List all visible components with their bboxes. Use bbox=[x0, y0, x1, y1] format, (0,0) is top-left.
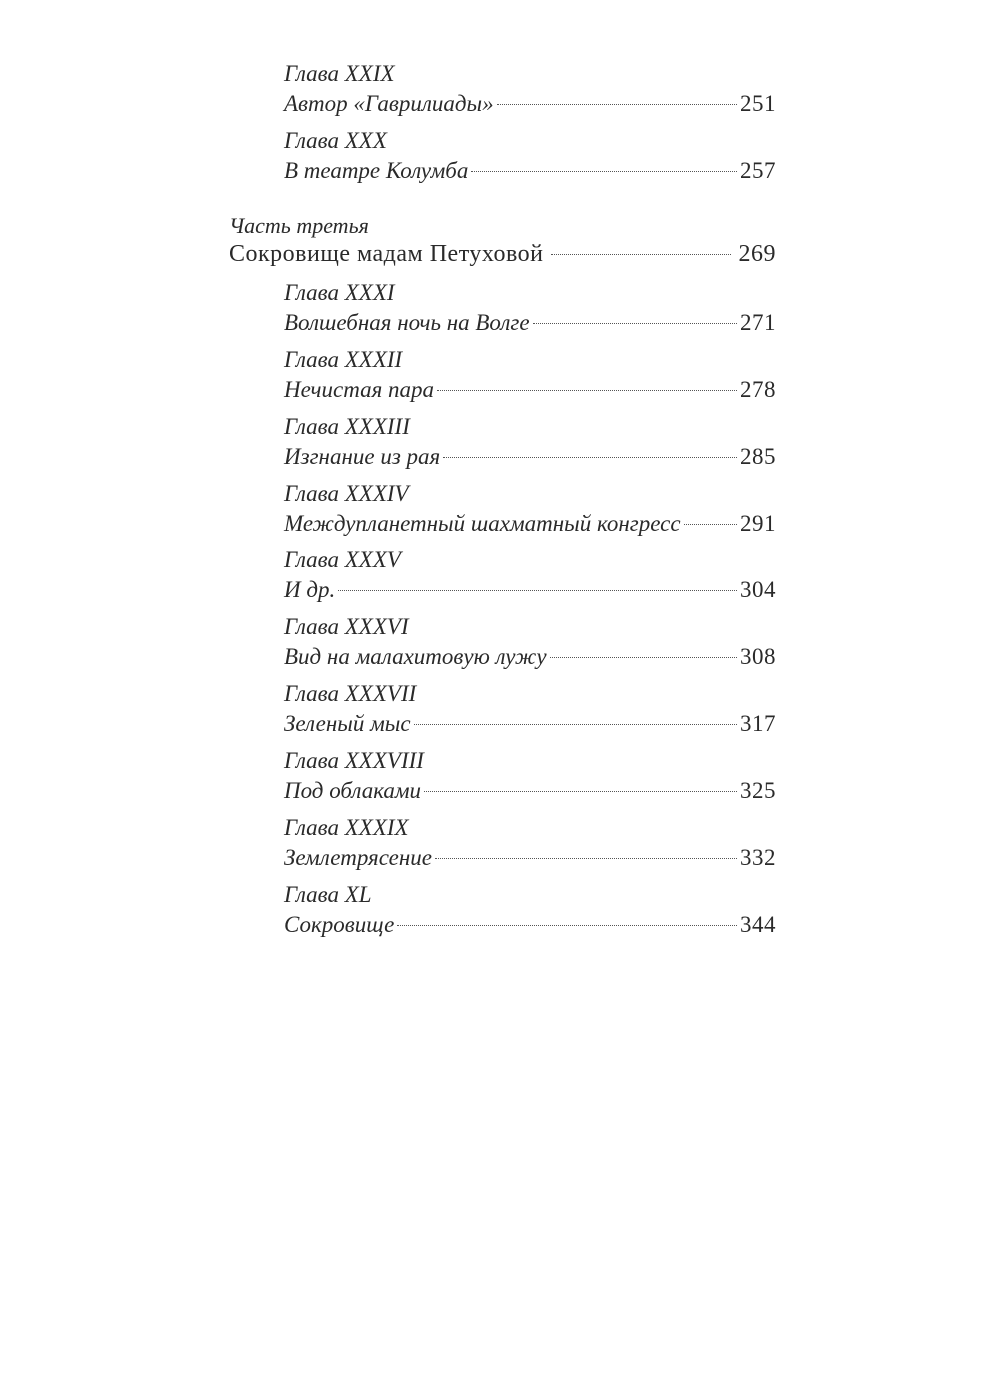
chapter-title: В театре Колумба bbox=[284, 158, 469, 183]
chapter-number: Глава XXXIV bbox=[284, 481, 409, 506]
dot-leader bbox=[497, 103, 737, 105]
chapter-number: Глава XXXIX bbox=[284, 815, 409, 840]
chapter-title-row bbox=[284, 575, 776, 605]
chapter-title: Землетрясение bbox=[284, 845, 432, 870]
dot-leader bbox=[551, 253, 730, 255]
chapter-title-row bbox=[284, 308, 776, 338]
dot-leader bbox=[443, 456, 737, 458]
chapter-title: Под облаками bbox=[284, 778, 422, 803]
dot-leader bbox=[435, 857, 737, 859]
page-number: 344 bbox=[740, 912, 776, 937]
chapter-title: Волшебная ночь на Волге bbox=[284, 310, 530, 335]
chapter-number: Глава XXXVI bbox=[284, 614, 409, 639]
page-number: 285 bbox=[740, 444, 776, 469]
page-number: 325 bbox=[740, 778, 776, 803]
page-number: 332 bbox=[740, 845, 776, 870]
chapter-number: Глава XXXII bbox=[284, 347, 403, 372]
chapter-title-row bbox=[284, 156, 776, 186]
chapter-title: И др. bbox=[284, 577, 336, 602]
chapter-number: Глава XXXVII bbox=[284, 681, 417, 706]
dot-leader bbox=[338, 589, 737, 591]
chapter-title: Сокровище bbox=[284, 912, 395, 937]
page-number: 251 bbox=[740, 91, 776, 116]
chapter-title-row bbox=[284, 642, 776, 672]
chapter-title-row bbox=[284, 89, 776, 119]
part-title: Сокровище мадам Петуховой bbox=[229, 241, 544, 267]
dot-leader bbox=[471, 170, 737, 172]
dot-leader bbox=[424, 790, 737, 792]
page-number: 278 bbox=[740, 377, 776, 402]
page-number: 317 bbox=[740, 711, 776, 736]
chapter-title-row bbox=[284, 375, 776, 405]
part-title-row bbox=[229, 239, 776, 269]
page-number: 257 bbox=[740, 158, 776, 183]
page-number: 304 bbox=[740, 577, 776, 602]
chapter-title: Автор «Гаврилиады» bbox=[284, 91, 494, 116]
chapter-title-row bbox=[284, 843, 776, 873]
chapter-title: Вид на малахитовую лужу bbox=[284, 644, 547, 669]
chapter-title: Изгнание из рая bbox=[284, 444, 441, 469]
chapter-title-row bbox=[284, 709, 776, 739]
chapter-title-row bbox=[284, 442, 776, 472]
chapter-title: Междупланетный шахматный конгресс bbox=[284, 511, 681, 536]
chapter-number: Глава XXXIII bbox=[284, 414, 410, 439]
chapter-number: Глава XXXVIII bbox=[284, 748, 424, 773]
chapter-number: Глава XL bbox=[284, 882, 372, 907]
chapter-number: Глава XXIX bbox=[284, 61, 395, 86]
dot-leader bbox=[684, 523, 737, 525]
page-number: 291 bbox=[740, 511, 776, 536]
dot-leader bbox=[397, 924, 737, 926]
part-number: Часть третья bbox=[229, 213, 369, 238]
page-number: 269 bbox=[738, 241, 776, 267]
dot-leader bbox=[533, 322, 737, 324]
chapter-title: Зеленый мыс bbox=[284, 711, 411, 736]
dot-leader bbox=[414, 723, 737, 725]
chapter-number: Глава XXX bbox=[284, 128, 387, 153]
chapter-number: Глава XXXV bbox=[284, 547, 401, 572]
page-number: 308 bbox=[740, 644, 776, 669]
dot-leader bbox=[437, 389, 737, 391]
chapter-number: Глава XXXI bbox=[284, 280, 395, 305]
chapter-title: Нечистая пара bbox=[284, 377, 435, 402]
chapter-title-row bbox=[284, 776, 776, 806]
chapter-title-row bbox=[284, 910, 776, 940]
dot-leader bbox=[550, 656, 737, 658]
chapter-title-row bbox=[284, 509, 776, 539]
page-number: 271 bbox=[740, 310, 776, 335]
